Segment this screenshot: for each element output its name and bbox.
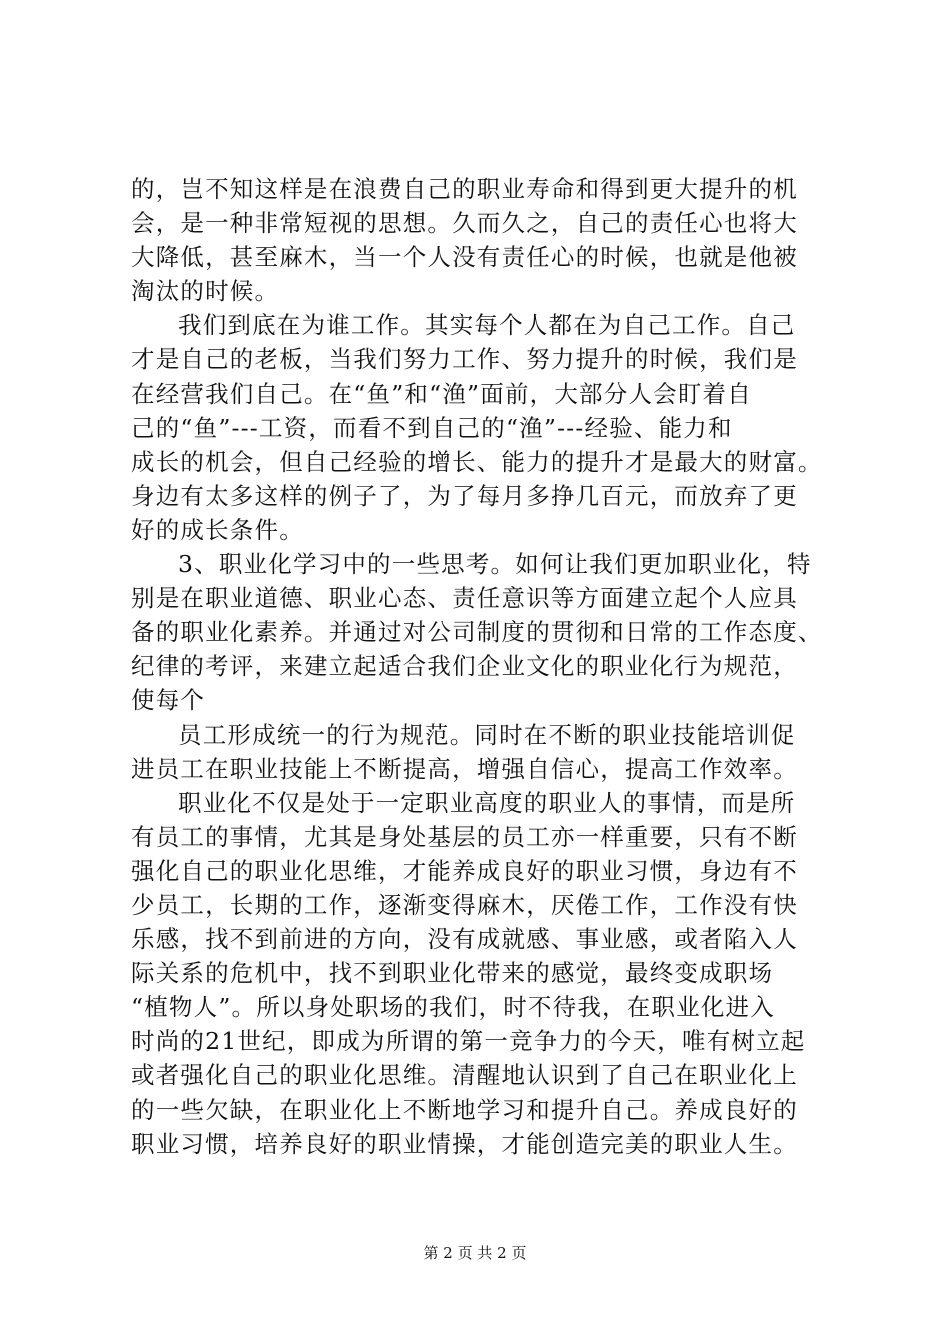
text-line: 的，岂不知这样是在浪费自己的职业寿命和得到更大提升的机 (131, 175, 798, 203)
text-line: 乐感，找不到前进的方向，没有成就感、事业感，或者陷入人 (131, 925, 798, 954)
text-line: 职业习惯，培养良好的职业情操，才能创造完美的职业人生。 (131, 1129, 798, 1158)
text-line: 才是自己的老板，当我们努力工作、努力提升的时候，我们是 (131, 345, 798, 374)
text-line: 进员工在职业技能上不断提高，增强自信心，提高工作效率。 (131, 754, 798, 783)
text-line: 际关系的危机中，找不到职业化带来的感觉，最终变成职场 (131, 959, 774, 988)
text-line: 或者强化自己的职业化思维。清醒地认识到了自己在职业化上 (131, 1061, 798, 1090)
text-line: 时尚的21世纪，即成为所谓的第一竞争力的今天，唯有树立起 (131, 1027, 806, 1056)
text-line: 好的成长条件。 (131, 515, 304, 544)
text-line: 在经营我们自己。在“鱼”和“渔”面前，大部分人会盯着自 (131, 379, 752, 408)
text-line: 淘汰的时候。 (131, 277, 280, 306)
paragraph-first-line: 3、职业化学习中的一些思考。如何让我们更加职业化，特 (178, 550, 812, 579)
text-line: “植物人”。所以身处职场的我们，时不待我，在职业化进入 (131, 993, 775, 1022)
text-line: 大降低，甚至麻木，当一个人没有责任心的时候，也就是他被 (131, 243, 798, 272)
text-line: 别是在职业道德、职业心态、责任意识等方面建立起个人应具 (131, 584, 798, 613)
text-line: 少员工，长期的工作，逐渐变得麻木，厌倦工作，工作没有快 (131, 890, 798, 919)
paragraph-first-line: 员工形成统一的行为规范。同时在不断的职业技能培训促 (178, 720, 796, 749)
body-text (131, 172, 831, 1161)
paragraph-first-line: 我们到底在为谁工作。其实每个人都在为自己工作。自己 (178, 311, 796, 340)
text-line: 己的“鱼”---工资，而看不到自己的“渔”---经验、能力和 (131, 413, 733, 442)
page-number-footer: 第 2 页 共 2 页 (423, 1244, 527, 1262)
text-line: 的一些欠缺，在职业化上不断地学习和提升自己。养成良好的 (131, 1095, 798, 1124)
text-line: 成长的机会，但自己经验的增长、能力的提升才是最大的财富。 (131, 447, 823, 476)
text-line: 使每个 (131, 686, 206, 715)
text-line: 身边有太多这样的例子了，为了每月多挣几百元，而放弃了更 (131, 481, 798, 510)
text-line: 纪律的考评，来建立起适合我们企业文化的职业化行为规范， (131, 652, 798, 681)
text-line: 会，是一种非常短视的思想。久而久之，自己的责任心也将大 (131, 209, 798, 238)
text-line: 有员工的事情，尤其是身处基层的员工亦一样重要，只有不断 (131, 822, 798, 851)
paragraph-first-line: 职业化不仅是处于一定职业高度的职业人的事情，而是所 (178, 788, 796, 817)
text-line: 强化自己的职业化思维，才能养成良好的职业习惯，身边有不 (131, 856, 798, 885)
text-line: 备的职业化素养。并通过对公司制度的贯彻和日常的工作态度、 (131, 618, 823, 647)
